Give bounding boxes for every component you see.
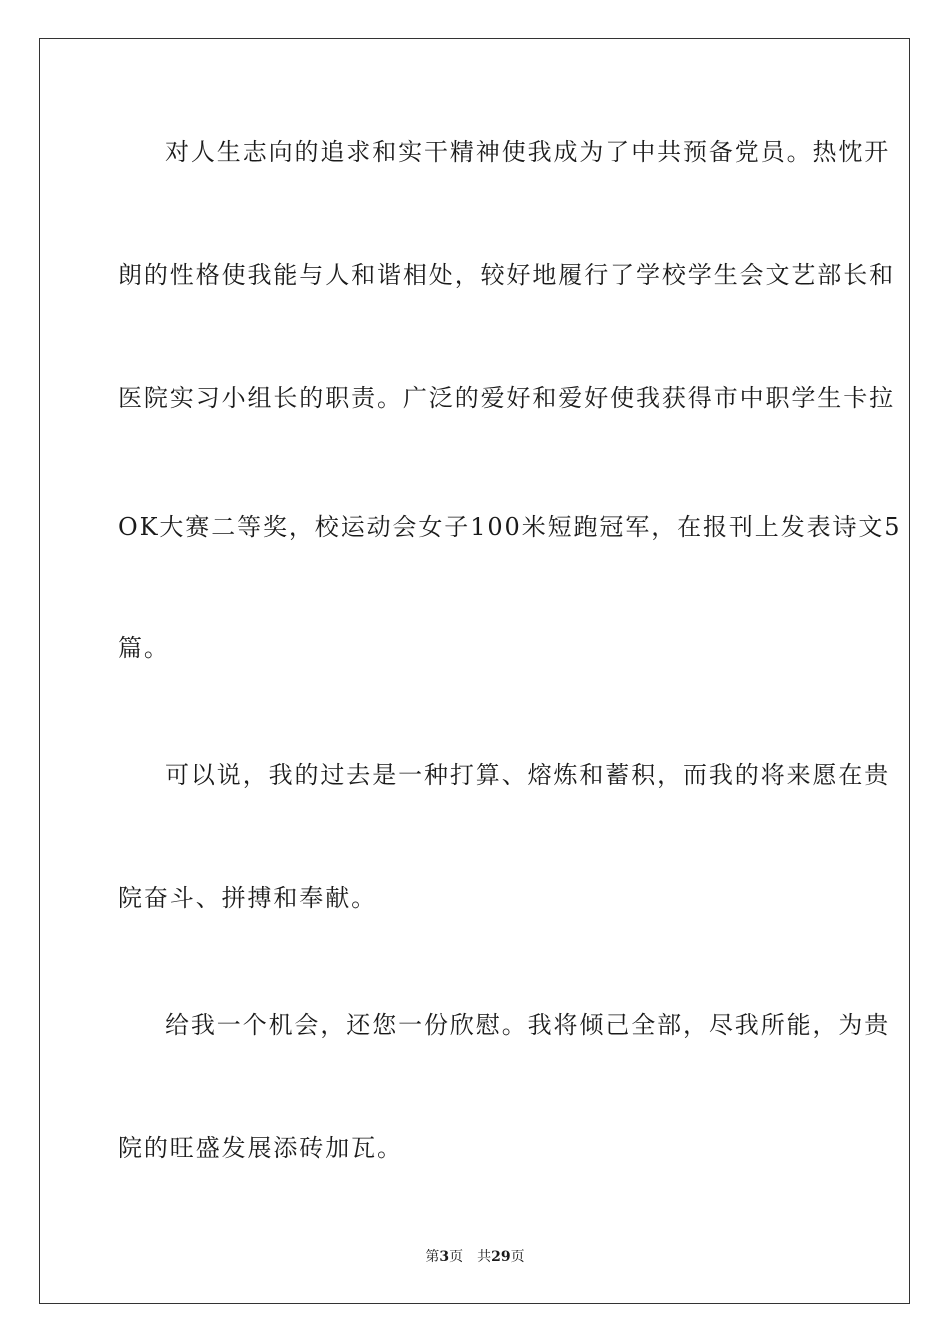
footer-total-suffix: 页: [510, 1249, 525, 1265]
page-footer: [0, 1248, 950, 1266]
paragraph-1-line-1: 对人生志向的追求和实干精神使我成为了中共预备党员。热忱开: [165, 138, 891, 166]
paragraph-1-line-5: 篇。: [118, 634, 170, 662]
paragraph-2-line-1: 可以说，我的过去是一种打算、熔炼和蓄积，而我的将来愿在贵: [165, 761, 891, 789]
page-border: [39, 38, 910, 1304]
footer-page-suffix: 页: [449, 1249, 464, 1265]
footer-total-prefix: 共: [477, 1249, 492, 1265]
footer-page-prefix: 第: [425, 1249, 440, 1265]
footer-page-number: 3: [439, 1249, 450, 1265]
paragraph-3-line-2: 院的旺盛发展添砖加瓦。: [118, 1134, 403, 1162]
paragraph-3-line-1: 给我一个机会，还您一份欣慰。我将倾己全部，尽我所能，为贵: [165, 1011, 891, 1039]
paragraph-1-line-3: 医院实习小组长的职责。广泛的爱好和爱好使我获得市中职学生卡拉: [118, 384, 895, 412]
footer-total-pages: 29: [491, 1249, 511, 1265]
paragraph-1-line-4: OK大赛二等奖，校运动会女子100米短跑冠军，在报刊上发表诗文5: [118, 513, 902, 541]
paragraph-1-line-2: 朗的性格使我能与人和谐相处，较好地履行了学校学生会文艺部长和: [118, 261, 895, 289]
paragraph-2-line-2: 院奋斗、拼搏和奉献。: [118, 884, 377, 912]
